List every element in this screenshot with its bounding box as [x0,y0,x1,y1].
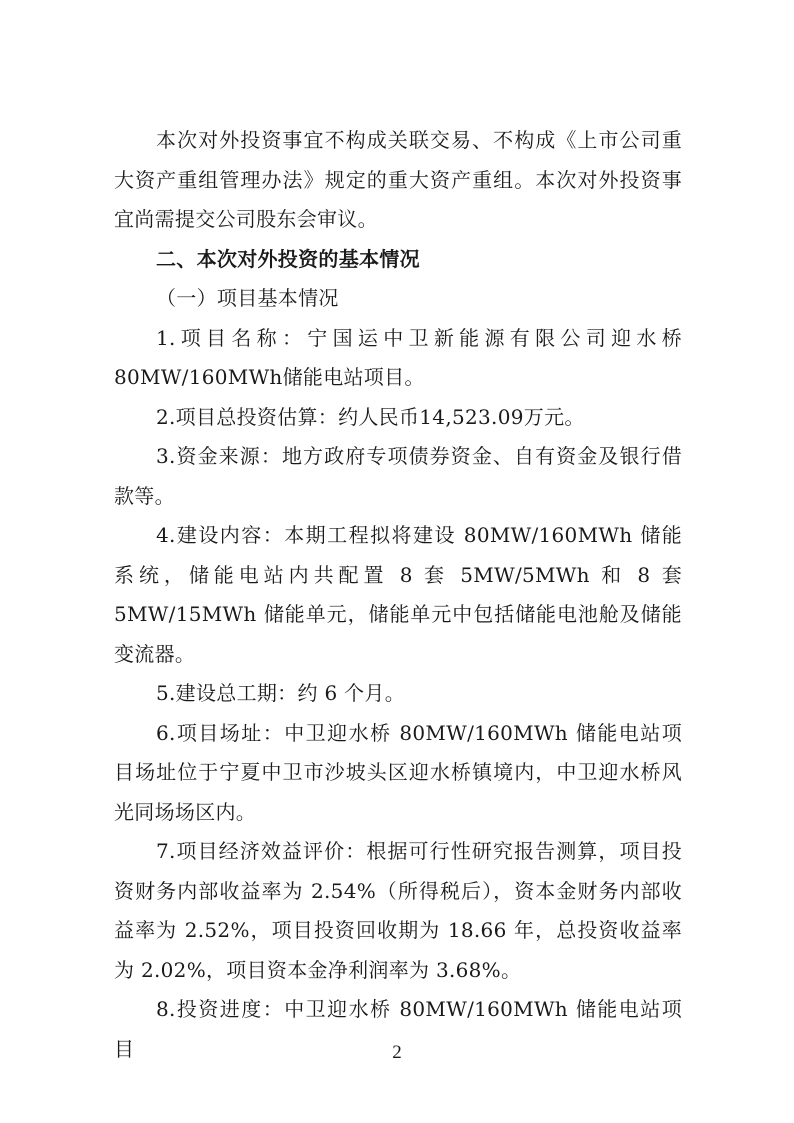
item-funding-source: 3.资金来源：地方政府专项债券资金、自有资金及银行借款等。 [114,444,682,508]
page-number: 2 [392,1042,402,1063]
section-heading-basic-info: 二、本次对外投资的基本情况 [156,246,420,271]
item-project-name: 1.项目名称：宁国运中卫新能源有限公司迎水桥80MW/160MWh储能电站项目。 [114,325,682,389]
item-total-investment: 2.项目总投资估算：约人民币14,523.09万元。 [156,404,585,429]
subsection-heading-project-info: （一）项目基本情况 [156,286,339,310]
document-body [114,121,682,1069]
item-construction-period: 5.建设总工期：约 6 个月。 [156,681,406,705]
item-economic-evaluation: 7.项目经济效益评价：根据可行性研究报告测算，项目投资财务内部收益率为 2.54%（所得税后），资本金财务内部收益率为 2.52%，项目投资回收期为 18.66 年，总投资收益率为 2.02%，项目资本金净利润率为 3.68%。 [114,839,682,982]
item-investment-progress: 8.投资进度：中卫迎水桥 80MW/160MWh 储能电站项目 [114,997,682,1061]
item-project-site: 6.项目场址：中卫迎水桥 80MW/160MWh 储能电站项目场址位于宁夏中卫市沙坡头区迎水桥镇境内，中卫迎水桥风光同场场区内。 [114,720,682,824]
paragraph-transaction-statement: 本次对外投资事宜不构成关联交易、不构成《上市公司重大资产重组管理办法》规定的重大资产重组。本次对外投资事宜尚需提交公司股东会审议。 [114,128,682,231]
item-construction-content: 4.建设内容：本期工程拟将建设 80MW/160MWh 储能系统，储能电站内共配置 8 套 5MW/5MWh 和 8 套 5MW/15MWh 储能单元，储能单元中包括储能电池舱及储能变流器。 [114,523,682,666]
